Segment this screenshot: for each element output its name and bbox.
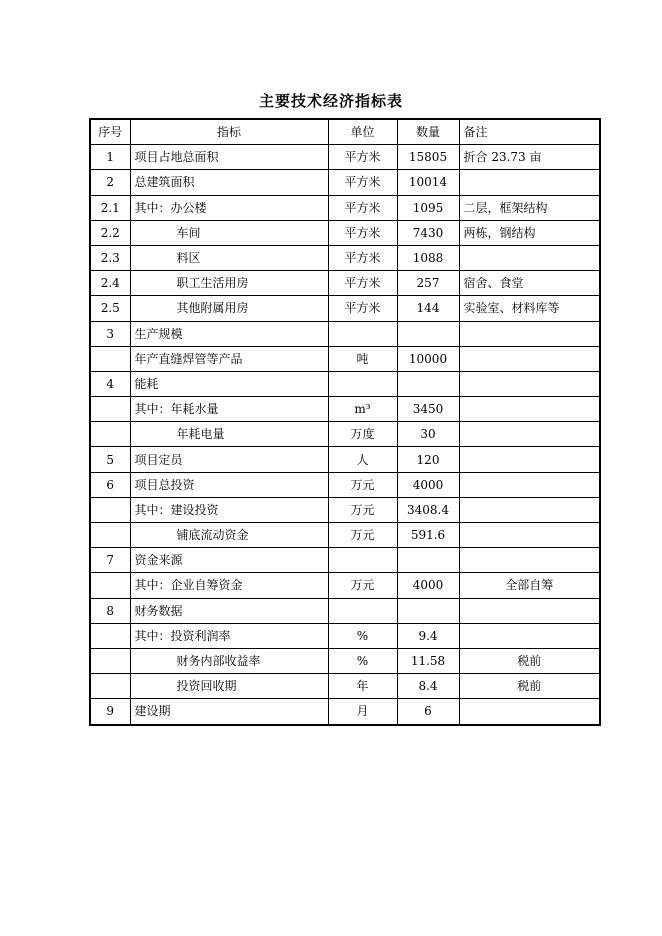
cell-unit: 万元 [328, 523, 397, 548]
cell-unit [328, 598, 397, 623]
table-row [90, 548, 600, 573]
cell-qty: 9.4 [397, 623, 459, 648]
cell-indicator [130, 145, 328, 170]
cell-seq: 4 [90, 371, 130, 396]
cell-unit: 万元 [328, 497, 397, 522]
cell-seq: 2.5 [90, 296, 130, 321]
cell-unit: % [328, 623, 397, 648]
cell-note: 两栋，钢结构 [459, 220, 600, 245]
table-row [90, 145, 600, 170]
cell-indicator-text: 料区 [176, 251, 201, 266]
cell-indicator [130, 371, 328, 396]
cell-indicator-text: 生产规模 [134, 326, 183, 341]
cell-unit: 平方米 [328, 195, 397, 220]
cell-indicator-text: 总建筑面积 [134, 175, 195, 190]
cell-note [459, 447, 600, 472]
header-note: 备注 [459, 119, 600, 145]
cell-seq [90, 648, 130, 673]
cell-seq [90, 422, 130, 447]
cell-qty: 591.6 [397, 523, 459, 548]
cell-indicator-text: 项目定员 [134, 452, 183, 467]
cell-qty: 1095 [397, 195, 459, 220]
cell-qty: 4000 [397, 573, 459, 598]
cell-seq: 2.4 [90, 271, 130, 296]
cell-unit: 平方米 [328, 220, 397, 245]
table-row [90, 422, 600, 447]
cell-seq: 1 [90, 145, 130, 170]
cell-indicator-text: 职工生活用房 [176, 276, 249, 291]
cell-indicator-text: 其他附属用房 [176, 301, 249, 316]
cell-unit: 年 [328, 674, 397, 699]
cell-indicator [130, 271, 328, 296]
cell-qty: 3408.4 [397, 497, 459, 522]
table-header-row [90, 119, 600, 145]
table-row [90, 271, 600, 296]
cell-indicator [130, 220, 328, 245]
cell-unit: % [328, 648, 397, 673]
cell-seq: 5 [90, 447, 130, 472]
cell-seq: 9 [90, 699, 130, 725]
cell-indicator-text: 其中：投资利润率 [134, 628, 231, 643]
cell-indicator-text: 其中：建设投资 [134, 502, 219, 517]
table-row [90, 598, 600, 623]
cell-indicator-text: 年产直缝焊管等产品 [134, 351, 243, 366]
cell-indicator [130, 195, 328, 220]
table-row [90, 296, 600, 321]
cell-note [459, 523, 600, 548]
cell-indicator-text: 资金来源 [134, 553, 183, 568]
table-row [90, 371, 600, 396]
table-row [90, 472, 600, 497]
table-row [90, 220, 600, 245]
cell-qty: 11.58 [397, 648, 459, 673]
cell-unit: 平方米 [328, 145, 397, 170]
cell-qty: 15805 [397, 145, 459, 170]
table-row [90, 245, 600, 270]
table-row [90, 573, 600, 598]
cell-indicator-text: 其中：企业自筹资金 [134, 578, 243, 593]
cell-unit [328, 548, 397, 573]
cell-note: 税前 [459, 648, 600, 673]
cell-note [459, 623, 600, 648]
cell-seq: 2 [90, 170, 130, 195]
cell-unit: m³ [328, 397, 397, 422]
cell-seq: 3 [90, 321, 130, 346]
cell-unit: 人 [328, 447, 397, 472]
cell-unit: 月 [328, 699, 397, 725]
cell-seq [90, 397, 130, 422]
header-indicator: 指标 [130, 119, 328, 145]
cell-qty: 10000 [397, 346, 459, 371]
cell-indicator [130, 245, 328, 270]
cell-qty: 1088 [397, 245, 459, 270]
cell-indicator-text: 财务数据 [134, 603, 183, 618]
cell-seq [90, 674, 130, 699]
cell-qty: 10014 [397, 170, 459, 195]
cell-note [459, 170, 600, 195]
table-row [90, 523, 600, 548]
cell-unit: 平方米 [328, 271, 397, 296]
cell-indicator-text: 其中：年耗水量 [134, 402, 219, 417]
cell-indicator [130, 447, 328, 472]
cell-indicator [130, 170, 328, 195]
cell-indicator [130, 422, 328, 447]
cell-unit: 万元 [328, 573, 397, 598]
cell-seq [90, 497, 130, 522]
cell-note [459, 422, 600, 447]
cell-indicator [130, 674, 328, 699]
cell-indicator [130, 296, 328, 321]
table-row [90, 321, 600, 346]
cell-indicator-text: 年耗电量 [176, 427, 225, 442]
cell-seq [90, 573, 130, 598]
cell-note: 折合 23.73 亩 [459, 145, 600, 170]
cell-seq: 2.2 [90, 220, 130, 245]
cell-qty: 3450 [397, 397, 459, 422]
cell-indicator-text: 财务内部收益率 [176, 654, 261, 669]
cell-qty: 4000 [397, 472, 459, 497]
cell-note [459, 346, 600, 371]
cell-unit: 平方米 [328, 170, 397, 195]
cell-qty: 7430 [397, 220, 459, 245]
cell-indicator [130, 573, 328, 598]
cell-indicator [130, 346, 328, 371]
cell-note: 实验室、材料库等 [459, 296, 600, 321]
cell-indicator-text: 其中：办公楼 [134, 200, 207, 215]
cell-note [459, 497, 600, 522]
cell-seq [90, 346, 130, 371]
cell-indicator [130, 321, 328, 346]
cell-unit [328, 371, 397, 396]
table-row [90, 623, 600, 648]
cell-note [459, 245, 600, 270]
cell-seq [90, 623, 130, 648]
cell-note [459, 472, 600, 497]
cell-note: 宿舍、食堂 [459, 271, 600, 296]
cell-note [459, 371, 600, 396]
cell-unit: 吨 [328, 346, 397, 371]
cell-indicator [130, 598, 328, 623]
cell-indicator-text: 投资回收期 [176, 679, 237, 694]
cell-qty: 144 [397, 296, 459, 321]
cell-note [459, 397, 600, 422]
header-qty: 数量 [397, 119, 459, 145]
cell-indicator [130, 497, 328, 522]
cell-note: 二层，框架结构 [459, 195, 600, 220]
page-title: 主要技术经济指标表 [258, 92, 403, 110]
cell-seq: 2.3 [90, 245, 130, 270]
cell-indicator-text: 铺底流动资金 [176, 528, 249, 543]
table-row [90, 447, 600, 472]
table-row [90, 397, 600, 422]
cell-qty: 8.4 [397, 674, 459, 699]
cell-indicator [130, 548, 328, 573]
table-row [90, 195, 600, 220]
cell-indicator-text: 建设期 [134, 704, 171, 719]
cell-qty: 120 [397, 447, 459, 472]
table-row [90, 699, 600, 725]
cell-unit: 平方米 [328, 296, 397, 321]
cell-indicator [130, 699, 328, 725]
cell-seq [90, 523, 130, 548]
cell-indicator [130, 472, 328, 497]
cell-indicator [130, 397, 328, 422]
cell-qty [397, 548, 459, 573]
cell-indicator-text: 项目占地总面积 [134, 150, 219, 165]
cell-indicator-text: 能耗 [134, 376, 159, 391]
cell-qty [397, 371, 459, 396]
cell-unit [328, 321, 397, 346]
cell-note [459, 699, 600, 725]
cell-indicator [130, 648, 328, 673]
cell-note [459, 321, 600, 346]
cell-seq: 7 [90, 548, 130, 573]
cell-unit: 万元 [328, 472, 397, 497]
cell-note [459, 548, 600, 573]
table-row [90, 648, 600, 673]
table-row [90, 170, 600, 195]
header-unit: 单位 [328, 119, 397, 145]
indicator-table [89, 118, 601, 726]
cell-seq: 6 [90, 472, 130, 497]
cell-qty [397, 598, 459, 623]
table-row [90, 497, 600, 522]
cell-indicator [130, 623, 328, 648]
cell-indicator-text: 车间 [176, 225, 201, 240]
cell-qty [397, 321, 459, 346]
cell-note: 税前 [459, 674, 600, 699]
cell-unit: 万度 [328, 422, 397, 447]
cell-indicator-text: 项目总投资 [134, 477, 195, 492]
table-row [90, 346, 600, 371]
cell-qty: 30 [397, 422, 459, 447]
cell-indicator [130, 523, 328, 548]
cell-note: 全部自筹 [459, 573, 600, 598]
cell-qty: 257 [397, 271, 459, 296]
cell-qty: 6 [397, 699, 459, 725]
cell-seq: 2.1 [90, 195, 130, 220]
cell-seq: 8 [90, 598, 130, 623]
cell-unit: 平方米 [328, 245, 397, 270]
cell-note [459, 598, 600, 623]
table-row [90, 674, 600, 699]
header-seq: 序号 [90, 119, 130, 145]
